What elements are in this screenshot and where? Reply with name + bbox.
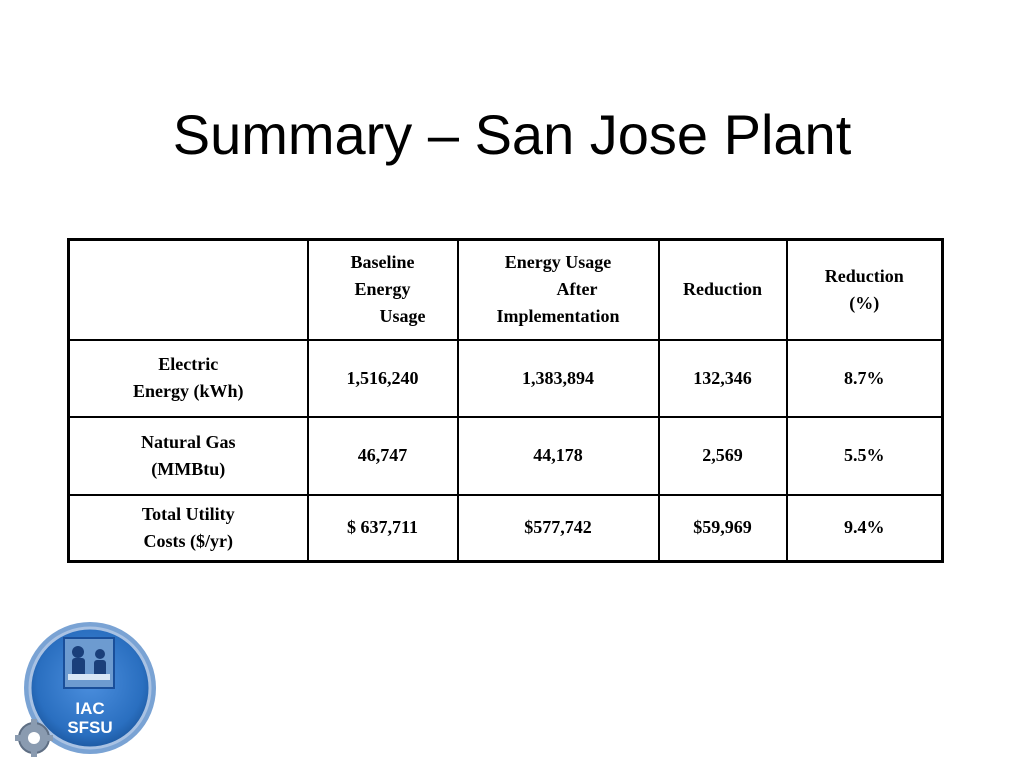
row-label-total-cost: [69, 495, 308, 562]
row-label-line2: Costs ($/yr): [143, 530, 233, 551]
header-baseline: [308, 240, 458, 340]
header-row: [69, 240, 943, 340]
row-label-line1: Electric: [158, 354, 219, 374]
logo-text-sfsu: SFSU: [67, 718, 113, 737]
cell-reduction-pct-electric: 8.7%: [787, 340, 943, 417]
header-reduction-pct-line1: Reduction: [824, 265, 904, 286]
cell-after-natural-gas: 44,178: [458, 417, 659, 495]
table-row-natural-gas: [69, 417, 943, 495]
cell-baseline-electric: 1,516,240: [308, 340, 458, 417]
cell-reduction-natural-gas: 2,569: [659, 417, 787, 495]
cell-reduction-pct-total-cost: 9.4%: [787, 495, 943, 562]
header-reduction: Reduction: [659, 240, 787, 340]
row-label-line2: Energy (kWh): [132, 381, 244, 401]
row-label-line1: Total Utility: [141, 503, 235, 524]
header-reduction-pct-line2: (%): [849, 292, 880, 313]
iac-sfsu-logo: [12, 620, 160, 760]
slide-title: Summary – San Jose Plant: [172, 103, 852, 166]
cell-baseline-total-cost: $ 637,711: [308, 495, 458, 562]
header-reduction-pct: [787, 240, 943, 340]
header-baseline-line2: Energy: [354, 279, 411, 300]
cell-after-total-cost: $577,742: [458, 495, 659, 562]
header-baseline-line1: Baseline: [350, 252, 415, 273]
table-row-electric: [69, 340, 943, 417]
row-label-line2: (MMBtu): [151, 458, 226, 479]
logo-picture-frame: [64, 638, 114, 688]
header-baseline-line3: Usage: [379, 306, 426, 327]
header-after-line3: Implementation: [496, 306, 620, 327]
header-after: [458, 240, 659, 340]
header-after-line2: After: [556, 279, 598, 300]
cell-reduction-electric: 132,346: [659, 340, 787, 417]
header-after-line1: Energy Usage: [504, 252, 612, 273]
cell-after-electric: 1,383,894: [458, 340, 659, 417]
summary-table: [67, 238, 944, 563]
logo-text-iac: IAC: [75, 699, 105, 718]
cell-baseline-natural-gas: 46,747: [308, 417, 458, 495]
row-label-electric: [69, 340, 308, 417]
table-row-total-cost: [69, 495, 943, 562]
row-label-natural-gas: [69, 417, 308, 495]
cell-reduction-pct-natural-gas: 5.5%: [787, 417, 943, 495]
row-label-line1: Natural Gas: [141, 431, 236, 452]
header-corner-cell: [69, 240, 308, 340]
cell-reduction-total-cost: $59,969: [659, 495, 787, 562]
